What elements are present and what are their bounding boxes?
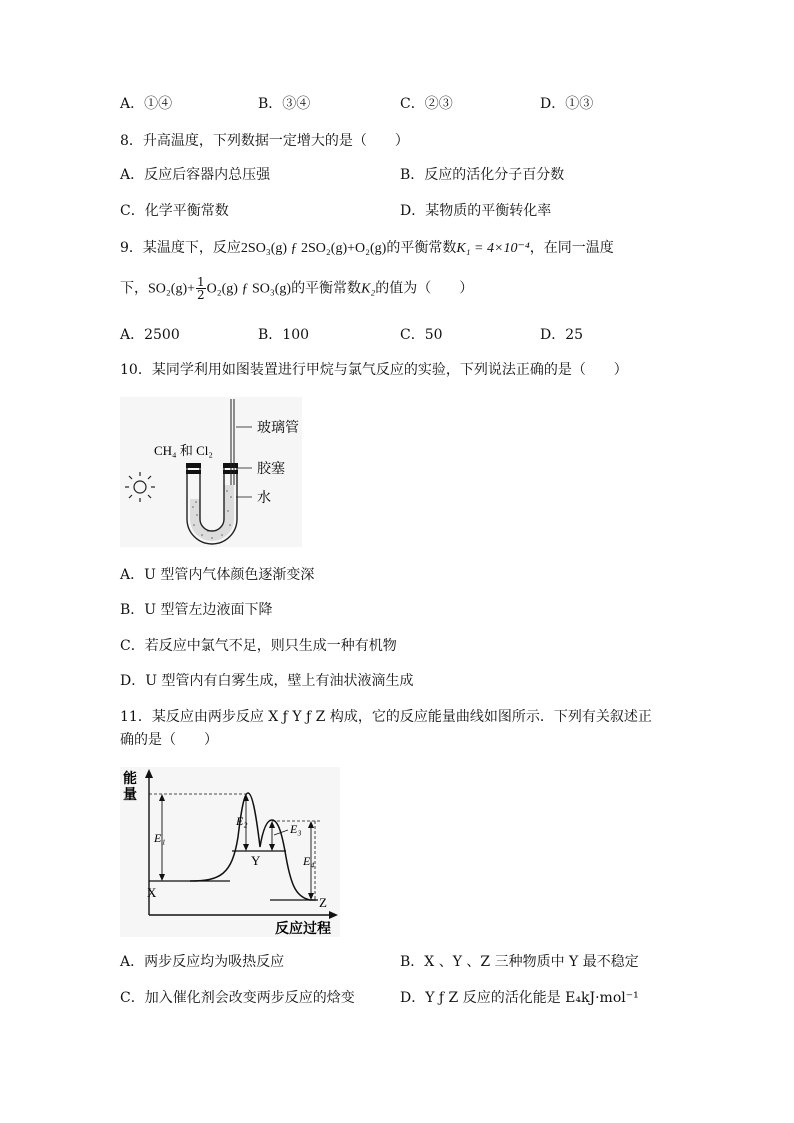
label-water: 水 bbox=[257, 491, 271, 506]
q11-option-a: A．两步反应均为吸热反应 bbox=[120, 954, 285, 970]
q11-option-c: C．加入催化剂会改变两步反应的焓变 bbox=[120, 990, 355, 1006]
q7-option-a: A．①④ bbox=[120, 96, 173, 112]
label-e3: E₃ bbox=[290, 822, 302, 836]
q10-stem: 10．某同学利用如图装置进行甲烷与氯气反应的实验，下列说法正确的是（ ） bbox=[120, 362, 628, 378]
q9-suffix: ，在同一温度 bbox=[529, 240, 614, 256]
q10-option-c: C．若反应中氯气不足，则只生成一种有机物 bbox=[120, 638, 397, 654]
q10-option-b: B．U 型管左边液面下降 bbox=[120, 602, 273, 618]
q8-option-a: A．反应后容器内总压强 bbox=[120, 167, 271, 183]
q9-stem-line2 bbox=[120, 276, 473, 301]
q9-option-d: D．25 bbox=[540, 327, 584, 343]
q9-k1: K₁ = 4×10⁻⁴ bbox=[456, 241, 530, 256]
q9-line2-mid: 的平衡常数 bbox=[291, 280, 362, 297]
q9-reaction2-a: SO₂(g)+ bbox=[148, 281, 195, 297]
label-gas: CH₄ 和 Cl₂ bbox=[154, 443, 213, 458]
q7-option-b: B．③④ bbox=[258, 96, 311, 112]
label-x: X bbox=[147, 885, 157, 900]
label-z: Z bbox=[319, 895, 327, 910]
q9-option-c: C．50 bbox=[400, 327, 443, 343]
q9-line2-suffix: 的值为（ ） bbox=[375, 280, 474, 297]
q8-option-c: C．化学平衡常数 bbox=[120, 203, 229, 219]
x-axis-label: 反应过程 bbox=[275, 922, 331, 937]
y-axis-label-1: 能 bbox=[123, 772, 137, 787]
q7-option-d: D．①③ bbox=[540, 96, 594, 112]
q8-option-d: D．某物质的平衡转化率 bbox=[400, 203, 552, 219]
label-e1: E₁ bbox=[154, 831, 166, 845]
left-stopper-top bbox=[186, 463, 201, 468]
q9-frac-den: 2 bbox=[197, 288, 205, 302]
y-axis-label-2: 量 bbox=[123, 788, 137, 803]
q10-option-a: A．U 型管内气体颜色逐渐变深 bbox=[120, 567, 315, 583]
label-glass-tube: 玻璃管 bbox=[257, 421, 299, 436]
q9-frac-num: 1 bbox=[197, 275, 205, 289]
q9-reaction2-b: O₂(g) ƒ SO₃(g) bbox=[206, 281, 292, 297]
left-stopper-bottom bbox=[186, 470, 201, 474]
q9-fraction bbox=[196, 276, 206, 301]
label-y: Y bbox=[251, 853, 261, 868]
q9-prefix: 9．某温度下，反应 bbox=[120, 240, 241, 256]
q8-stem: 8．升高温度，下列数据一定增大的是（ ） bbox=[120, 133, 409, 149]
q11-stem-line2: 确的是（ ） bbox=[120, 732, 218, 748]
q11-option-d: D．Y ƒ Z 反应的活化能是 E₄kJ·mol⁻¹ bbox=[400, 990, 639, 1006]
q9-line2-prefix: 下， bbox=[120, 280, 148, 297]
q9-reaction1: 2SO₃(g) ƒ 2SO₂(g)+O₂(g) bbox=[240, 241, 387, 256]
q10-option-d: D．U 型管内有白雾生成，壁上有油状液滴生成 bbox=[120, 673, 414, 689]
q9-mid: 的平衡常数 bbox=[386, 240, 457, 256]
q8-option-b: B．反应的活化分子百分数 bbox=[400, 167, 565, 183]
q10-apparatus-figure bbox=[120, 397, 302, 547]
q9-k2: K₂ bbox=[361, 281, 376, 297]
label-stopper: 胶塞 bbox=[257, 462, 285, 477]
q9-option-a: A．2500 bbox=[120, 327, 180, 343]
label-e2: E₂ bbox=[236, 814, 248, 828]
q9-stem-line1 bbox=[120, 238, 614, 259]
q11-energy-diagram bbox=[120, 767, 340, 937]
figure-background bbox=[120, 767, 340, 937]
q11-stem-line1: 11．某反应由两步反应 X ƒ Y ƒ Z 构成，它的反应能量曲线如图所示．下列有关叙述正 bbox=[120, 709, 652, 725]
q9-option-b: B．100 bbox=[258, 327, 310, 343]
q11-option-b: B．X 、Y 、Z 三种物质中 Y 最不稳定 bbox=[400, 954, 639, 970]
q7-option-c: C．②③ bbox=[400, 96, 453, 112]
label-e4: E₄ bbox=[303, 854, 315, 868]
